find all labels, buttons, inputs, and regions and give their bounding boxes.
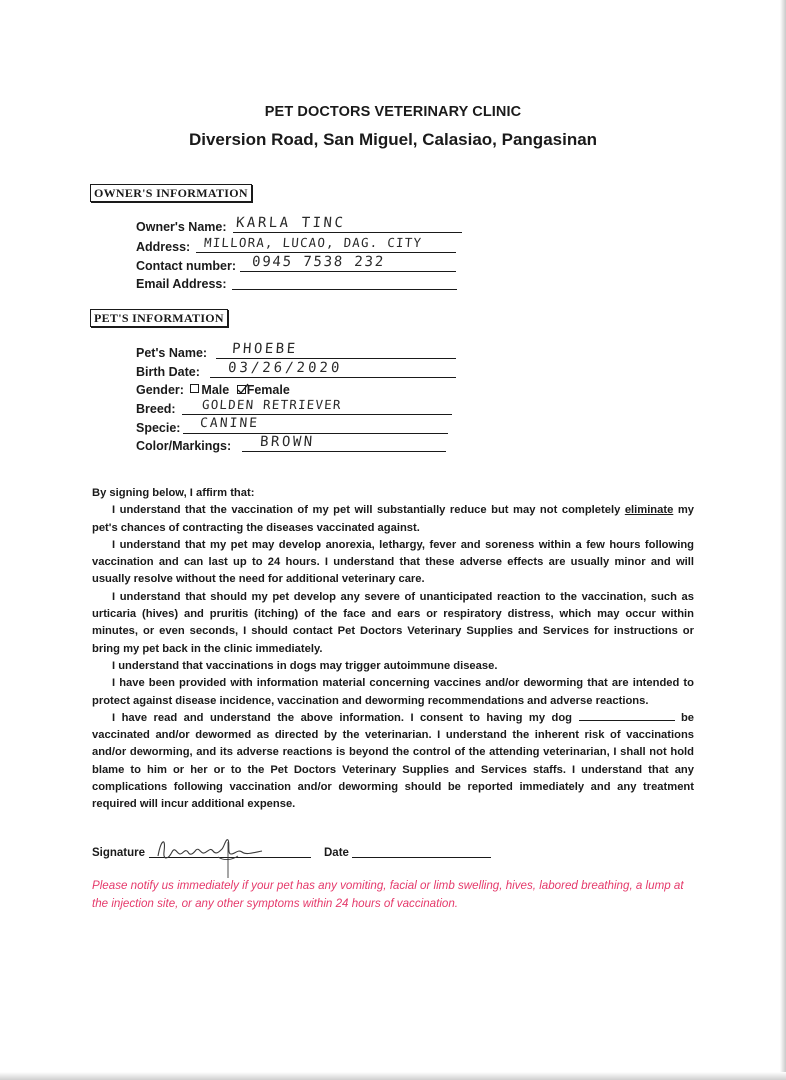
consent-paragraph-1	[92, 502, 694, 537]
red-notice: Please notify us immediately if your pet has any vomiting, facial or limb swelling, hives, labored breathing, a lump at the injection site, or any other symptoms within 24 hours of vaccination.	[92, 879, 684, 910]
date-row	[324, 843, 349, 863]
pet-specie-label: Specie:	[136, 421, 181, 435]
owner-email-line	[232, 289, 457, 290]
owner-address-row	[136, 235, 423, 256]
gender-male-label: Male	[201, 383, 230, 397]
owner-name-value[interactable]: KARLA TINC	[235, 215, 346, 231]
gender-male-checkbox[interactable]	[190, 384, 199, 393]
pet-name-label: Pet's Name:	[136, 346, 208, 360]
pet-color-value[interactable]: BROWN	[259, 434, 316, 450]
pet-section-heading: PET'S INFORMATION	[90, 309, 228, 327]
consent-paragraph-6	[92, 710, 694, 814]
clinic-name: PET DOCTORS VETERINARY CLINIC	[264, 104, 522, 120]
consent-p6-text: I have read and understand the above information. I consent to having my dog	[112, 711, 573, 724]
consent-text	[92, 485, 694, 814]
consent-paragraph-3: I understand that should my pet develop any severe of unanticipated reaction to the vaccination, such as urticaria (hives) and pruritis (itching) of the face and ears or respiratory distress, which may occur within minutes, or even seconds, I should contact Pet Doctors Veterinary Supplies and Services for instructions or bring my pet back in the clinic immediately.	[92, 590, 694, 655]
pet-birth-date-label: Birth Date:	[136, 365, 200, 379]
gender-female-checkbox-checked[interactable]	[237, 385, 246, 394]
consent-intro: By signing below, I affirm that:	[92, 487, 255, 499]
scan-edge	[780, 0, 786, 1080]
owner-contact-row	[136, 254, 386, 275]
pet-gender-label: Gender:	[136, 383, 184, 397]
pet-breed-row	[136, 397, 343, 418]
pet-breed-value[interactable]: GOLDEN RETRIEVER	[201, 397, 343, 412]
consent-p1-underlined: eliminate	[624, 504, 674, 517]
consent-p1-text: I understand that the vaccination of my pet will substantially reduce but may not completely	[112, 504, 625, 517]
consent-paragraph-4: I understand that vaccinations in dogs may trigger autoimmune disease.	[112, 659, 498, 672]
signature-row	[92, 843, 145, 863]
pet-birth-date-value[interactable]: 03/26/2020	[227, 360, 343, 376]
date-label: Date	[324, 847, 349, 859]
dog-name-blank[interactable]	[579, 710, 675, 721]
owner-contact-line	[240, 271, 456, 272]
pet-birth-date-row	[136, 360, 343, 381]
date-line[interactable]	[352, 857, 491, 858]
pet-name-row	[136, 341, 299, 362]
checkmark-icon	[237, 383, 249, 395]
pet-breed-label: Breed:	[136, 402, 176, 416]
owner-name-label: Owner's Name:	[136, 220, 227, 234]
owner-contact-label: Contact number:	[136, 259, 236, 273]
scan-bottom-edge	[0, 1072, 786, 1080]
clinic-address: Diversion Road, San Miguel, Calasiao, Pangasinan	[188, 130, 598, 149]
pet-color-line	[242, 451, 446, 452]
pet-specie-line	[183, 433, 448, 434]
owner-address-value[interactable]: MILLORA, LUCAO, DAG. CITY	[203, 235, 423, 250]
owner-contact-value[interactable]: 0945 7538 232	[251, 254, 386, 270]
gender-female-label: Female	[246, 383, 290, 397]
signature-label: Signature	[92, 847, 146, 859]
owner-email-label: Email Address:	[136, 277, 227, 291]
consent-p1-text-end: my pet's chances of contracting the diseases vaccinated against.	[92, 504, 694, 534]
pet-color-label: Color/Markings:	[136, 439, 232, 453]
owner-name-line	[233, 232, 462, 233]
pet-name-value[interactable]: PHOEBE	[231, 341, 299, 357]
handwritten-signature	[152, 830, 272, 880]
pet-specie-value[interactable]: CANINE	[199, 416, 260, 431]
pet-color-row	[136, 434, 316, 455]
owner-section-heading: OWNER'S INFORMATION	[90, 184, 252, 202]
consent-p6-text-end: be vaccinated and/or dewormed as directed by the veterinarian. I understand the inherent risk of vaccinations and/or deworming, and its adverse reactions is beyond the control of the attending veterinarian, I shall not hold blame to him or her or to the Pet Doctors Veterinary Supplies and Services staffs. I understand that any complications following vaccination and/or deworming should be reported immediately and any treatment required will incur additional expense.	[92, 711, 695, 811]
owner-address-label: Address:	[136, 240, 191, 254]
consent-paragraph-5: I have been provided with information material concerning vaccines and/or deworming that are intended to protect against disease incidence, vaccination and deworming recommendations and adverse reactions.	[92, 677, 694, 707]
pet-specie-row	[136, 416, 260, 437]
consent-paragraph-2: I understand that my pet may develop anorexia, lethargy, fever and soreness within a few hours following vaccination and can last up to 24 hours. I understand that these adverse effects are usually minor and will usually resolve without the need for additional veterinary care.	[92, 538, 694, 586]
owner-email-row	[136, 275, 227, 293]
pet-birth-date-line	[210, 377, 456, 378]
